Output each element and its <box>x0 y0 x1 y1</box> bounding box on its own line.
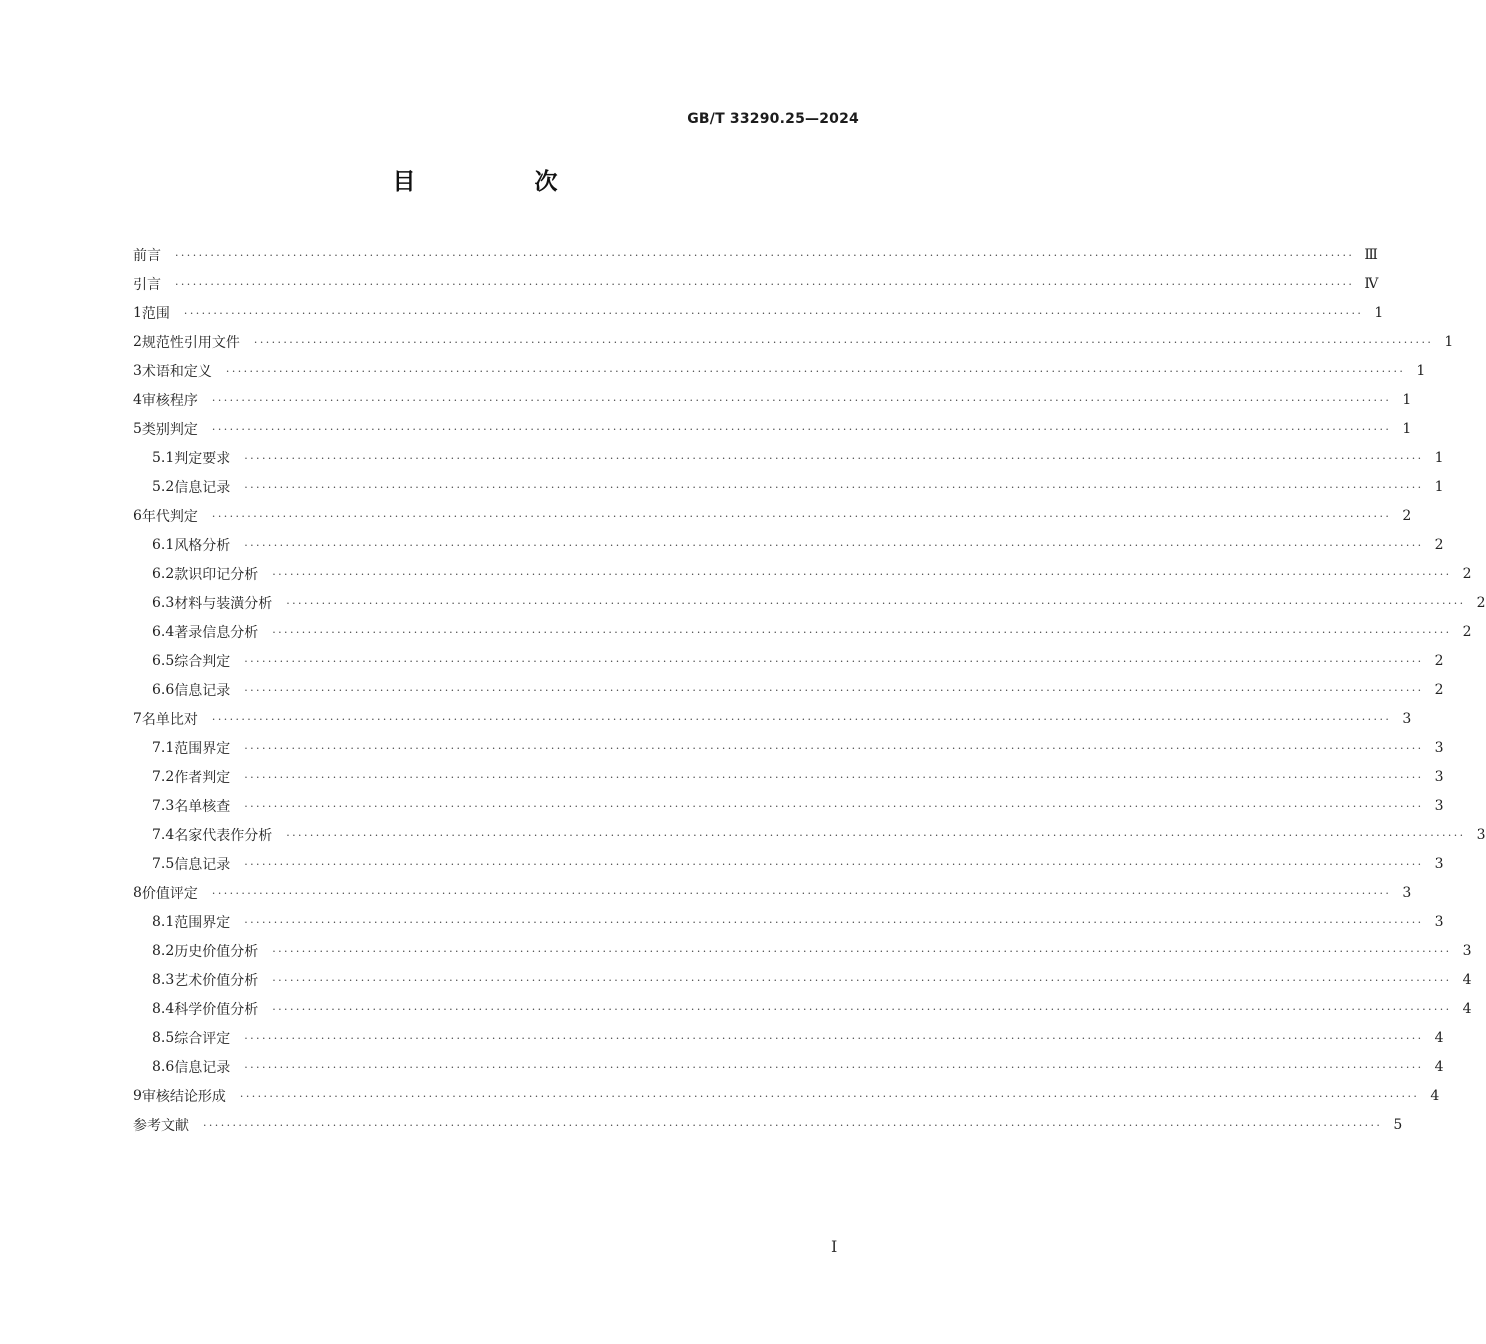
toc-section-number: 8 <box>133 884 142 901</box>
toc-page-number: 1 <box>1434 478 1444 495</box>
toc-section-title: 引言 <box>133 276 161 293</box>
toc-section-title: 判定要求 <box>174 450 231 467</box>
toc-section-title: 价值评定 <box>141 885 198 902</box>
toc-dot-leader: ········································································································································································································ <box>244 1060 1424 1074</box>
toc-section-title: 信息记录 <box>174 1059 231 1076</box>
toc-entry[interactable] <box>133 356 1426 385</box>
toc-section-number: 8.6 <box>152 1058 175 1075</box>
toc-page-number: 4 <box>1430 1087 1440 1104</box>
toc-entry[interactable] <box>133 298 1384 327</box>
toc-entry[interactable] <box>133 443 1444 472</box>
toc-section-title: 范围 <box>141 305 170 322</box>
toc-entry[interactable] <box>133 559 1472 588</box>
toc-dot-leader: ········································································································································································································ <box>244 741 1424 755</box>
toc-entry[interactable] <box>133 240 1378 269</box>
toc-section-number: 8.4 <box>152 1000 175 1017</box>
toc-page-number: 2 <box>1402 507 1412 524</box>
toc-section-title: 材料与装潢分析 <box>174 595 273 612</box>
toc-page-number: 3 <box>1434 768 1444 785</box>
toc-entry[interactable] <box>133 1052 1444 1081</box>
toc-entry[interactable] <box>133 994 1472 1023</box>
toc-page-number: 1 <box>1444 333 1454 350</box>
toc-page-number: 5 <box>1393 1116 1403 1133</box>
toc-page-number: 3 <box>1434 855 1444 872</box>
toc-entry[interactable] <box>133 327 1454 356</box>
toc-dot-leader: ········································································································································································································ <box>211 712 1392 726</box>
toc-dot-leader: ········································································································································································································ <box>203 1118 1383 1132</box>
toc-section-title: 信息记录 <box>174 856 231 873</box>
toc-entry[interactable] <box>133 617 1472 646</box>
toc-dot-leader: ········································································································································································································ <box>244 770 1424 784</box>
toc-dot-leader: ········································································································································································································ <box>211 393 1392 407</box>
toc-section-title: 著录信息分析 <box>174 624 259 641</box>
toc-page-number: 3 <box>1402 884 1412 901</box>
toc-page-number: 2 <box>1434 652 1444 669</box>
toc-page-number: 3 <box>1434 739 1444 756</box>
toc-page-number: 4 <box>1462 971 1472 988</box>
toc-page-number: Ⅳ <box>1364 275 1379 292</box>
toc-section-title: 范围界定 <box>174 740 231 757</box>
toc-dot-leader: ········································································································································································································ <box>272 1002 1452 1016</box>
toc-section-number: 1 <box>133 304 142 321</box>
toc-section-number: 7.4 <box>152 826 175 843</box>
toc-dot-leader: ········································································································································································································ <box>272 625 1452 639</box>
toc-dot-leader: ········································································································································································································ <box>244 683 1424 697</box>
toc-section-title: 款识印记分析 <box>174 566 259 583</box>
toc-page-number: 4 <box>1434 1058 1444 1075</box>
toc-section-number: 5 <box>133 420 142 437</box>
toc-entry[interactable] <box>133 1110 1403 1139</box>
toc-page-number: 3 <box>1434 797 1444 814</box>
toc-dot-leader: ········································································································································································································ <box>286 828 1466 842</box>
toc-entry[interactable] <box>133 820 1486 849</box>
toc-dot-leader: ········································································································································································································ <box>253 335 1434 349</box>
toc-entry[interactable] <box>133 269 1379 298</box>
toc-section-number: 9 <box>133 1087 142 1104</box>
toc-dot-leader: ········································································································································································································ <box>211 509 1392 523</box>
toc-dot-leader: ········································································································································································································ <box>244 538 1424 552</box>
toc-page-number: 3 <box>1462 942 1472 959</box>
toc-dot-leader: ········································································································································································································ <box>211 886 1392 900</box>
toc-entry[interactable] <box>133 965 1472 994</box>
toc-page-number: 2 <box>1462 623 1472 640</box>
toc-section-number: 8.1 <box>152 913 175 930</box>
toc-dot-leader: ········································································································································································································ <box>272 567 1452 581</box>
toc-page-number: 1 <box>1402 391 1412 408</box>
toc-entry[interactable] <box>133 762 1444 791</box>
toc-entry[interactable] <box>133 501 1412 530</box>
toc-section-title: 年代判定 <box>141 508 198 525</box>
toc-section-title: 综合判定 <box>174 653 231 670</box>
toc-entry[interactable] <box>133 1023 1444 1052</box>
toc-entry[interactable] <box>133 530 1444 559</box>
toc-page-number: 2 <box>1476 594 1486 611</box>
toc-entry[interactable] <box>133 675 1444 704</box>
toc-section-title: 前言 <box>133 247 161 264</box>
toc-entry[interactable] <box>133 733 1444 762</box>
toc-section-number: 6.4 <box>152 623 175 640</box>
toc-section-title: 名单核查 <box>174 798 231 815</box>
toc-dot-leader: ········································································································································································································ <box>244 654 1424 668</box>
toc-section-title: 类别判定 <box>141 421 198 438</box>
toc-page-number: 2 <box>1462 565 1472 582</box>
toc-dot-leader: ········································································································································································································ <box>272 944 1452 958</box>
toc-section-number: 7.1 <box>152 739 175 756</box>
toc-section-number: 7.3 <box>152 797 175 814</box>
toc-dot-leader: ········································································································································································································ <box>244 480 1424 494</box>
toc-section-number: 6.3 <box>152 594 175 611</box>
toc-dot-leader: ········································································································································································································ <box>272 973 1452 987</box>
toc-page-number: 1 <box>1416 362 1426 379</box>
toc-entry[interactable] <box>133 646 1444 675</box>
toc-section-title: 名单比对 <box>141 711 198 728</box>
toc-section-title: 艺术价值分析 <box>174 972 259 989</box>
toc-dot-leader: ········································································································································································································ <box>239 1089 1420 1103</box>
toc-entry[interactable] <box>133 936 1472 965</box>
toc-section-number: 7 <box>133 710 142 727</box>
toc-dot-leader: ········································································································································································································ <box>244 1031 1424 1045</box>
toc-entry[interactable] <box>133 472 1444 501</box>
toc-section-title: 风格分析 <box>174 537 231 554</box>
toc-dot-leader: ········································································································································································································ <box>175 277 1355 291</box>
toc-section-title: 规范性引用文件 <box>141 334 240 351</box>
toc-section-number: 6 <box>133 507 142 524</box>
toc-entry[interactable] <box>133 1081 1440 1110</box>
page-number: Ⅰ <box>831 1237 838 1256</box>
toc-dot-leader: ········································································································································································································ <box>244 915 1424 929</box>
toc-section-title: 历史价值分析 <box>174 943 259 960</box>
toc-section-number: 8.5 <box>152 1029 175 1046</box>
toc-dot-leader: ········································································································································································································ <box>244 799 1424 813</box>
toc-section-number: 8.2 <box>152 942 175 959</box>
toc-section-title: 信息记录 <box>174 682 231 699</box>
toc-dot-leader: ········································································································································································································ <box>244 451 1424 465</box>
toc-page-number: 2 <box>1434 536 1444 553</box>
toc-section-number: 5.2 <box>152 478 175 495</box>
toc-section-number: 3 <box>133 362 142 379</box>
toc-section-number: 8.3 <box>152 971 175 988</box>
toc-dot-leader: ········································································································································································································ <box>286 596 1466 610</box>
toc-section-number: 7.2 <box>152 768 175 785</box>
toc-section-title: 综合评定 <box>174 1030 231 1047</box>
toc-page-number: 3 <box>1402 710 1412 727</box>
toc-entry[interactable] <box>133 385 1412 414</box>
toc-page-number: 1 <box>1374 304 1384 321</box>
toc-dot-leader: ········································································································································································································ <box>183 306 1364 320</box>
toc-section-number: 6.5 <box>152 652 175 669</box>
standard-code: GB/T 33290.25—2024 <box>687 111 859 127</box>
toc-dot-leader: ········································································································································································································ <box>211 422 1392 436</box>
toc-entry[interactable] <box>133 849 1444 878</box>
toc-page-number: 3 <box>1476 826 1486 843</box>
toc-dot-leader: ········································································································································································································ <box>225 364 1406 378</box>
toc-section-title: 参考文献 <box>133 1117 189 1134</box>
toc-section-title: 范围界定 <box>174 914 231 931</box>
toc-page-number: 2 <box>1434 681 1444 698</box>
toc-dot-leader: ········································································································································································································ <box>244 857 1424 871</box>
toc-page-number: 4 <box>1462 1000 1472 1017</box>
toc-section-number: 6.1 <box>152 536 175 553</box>
toc-section-title: 审核程序 <box>141 392 198 409</box>
toc-entry[interactable] <box>133 878 1412 907</box>
toc-section-number: 5.1 <box>152 449 175 466</box>
toc-page-number: Ⅲ <box>1364 246 1378 263</box>
toc-entry[interactable] <box>133 791 1444 820</box>
toc-section-title: 审核结论形成 <box>141 1088 226 1105</box>
toc-section-number: 4 <box>133 391 142 408</box>
toc-section-title: 术语和定义 <box>141 363 212 380</box>
table-of-contents <box>133 240 1486 1139</box>
toc-section-number: 6.2 <box>152 565 175 582</box>
toc-section-title: 信息记录 <box>174 479 231 496</box>
toc-section-number: 2 <box>133 333 142 350</box>
toc-section-title: 科学价值分析 <box>174 1001 259 1018</box>
page-title: 目 次 <box>392 169 606 195</box>
toc-entry[interactable] <box>133 704 1412 733</box>
toc-page-number: 4 <box>1434 1029 1444 1046</box>
toc-entry[interactable] <box>133 414 1412 443</box>
toc-dot-leader: ········································································································································································································ <box>175 248 1355 262</box>
toc-section-title: 作者判定 <box>174 769 231 786</box>
toc-entry[interactable] <box>133 588 1486 617</box>
toc-section-number: 6.6 <box>152 681 175 698</box>
toc-page-number: 1 <box>1402 420 1412 437</box>
toc-section-title: 名家代表作分析 <box>174 827 273 844</box>
toc-page-number: 1 <box>1434 449 1444 466</box>
toc-page-number: 3 <box>1434 913 1444 930</box>
toc-section-number: 7.5 <box>152 855 175 872</box>
toc-entry[interactable] <box>133 907 1444 936</box>
